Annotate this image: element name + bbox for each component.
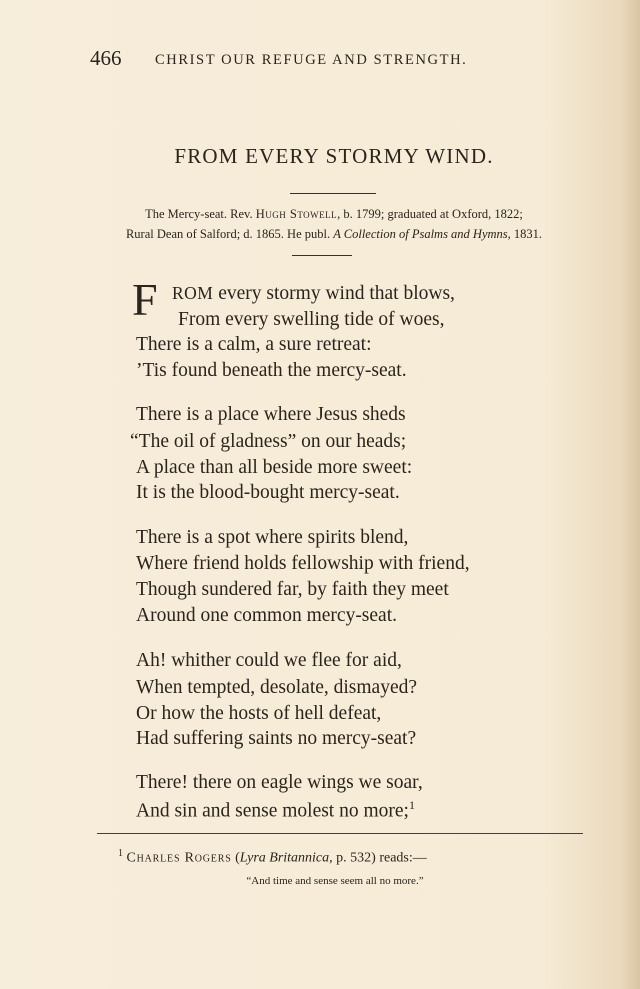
footnote-author: Charles Rogers [126, 850, 232, 866]
verse-line: There! there on eagle wings we soar, [136, 772, 423, 793]
footnote: $^1$ Charles Rogers (Lyra Britannica, p. 532) reads:— [118, 848, 427, 866]
verse-line: There is a place where Jesus sheds [136, 404, 406, 425]
footnote-rule [97, 833, 583, 834]
hymn-title: FROM EVERY STORMY WIND. [174, 144, 494, 168]
info-rule [292, 255, 352, 256]
verse-line: Ah! whither could we flee for aid, [136, 650, 402, 671]
verse-line: From every swelling tide of woes, [178, 309, 445, 330]
verse-line: There is a calm, a sure retreat: [136, 334, 372, 355]
verse-line: Or how the hosts of hell defeat, [136, 703, 382, 724]
book-title: A Collection of Psalms and Hymns [333, 227, 508, 241]
verse-line: Though sundered far, by faith they meet [136, 579, 449, 600]
verse-line: When tempted, desolate, dismayed? [136, 677, 418, 698]
footnote-book: Lyra Britannica [239, 850, 330, 866]
footnote-quote: “And time and sense seem all no more.” [246, 875, 424, 887]
verse-line: Where friend holds fellowship with friend, [136, 553, 470, 574]
verse-line: A place than all beside more sweet: [136, 457, 413, 478]
page-number: 466 [90, 46, 122, 70]
drop-cap: F [132, 274, 158, 325]
verse-line-last: And sin and sense molest no more;$^1$ [136, 798, 415, 822]
hymn-info-line-2: Rural Dean of Salford; d. 1865. He publ. A Collection of Psalms and Hymns, 1831. [125, 227, 543, 241]
running-title: CHRIST OUR REFUGE AND STRENGTH. [155, 52, 468, 68]
verse-line: Had suffering saints no mercy-seat? [136, 728, 417, 749]
author-name: Hugh Stowell [255, 207, 338, 221]
verse-line: Around one common mercy-seat. [136, 605, 398, 626]
title-rule [290, 193, 376, 194]
hymn-info-line-1: The Mercy-seat. Rev. Hugh Stowell, b. 1799; graduated at Oxford, 1822; [145, 207, 523, 221]
footnote-ref: 1 [408, 798, 415, 812]
first-word-rest: ROM [172, 283, 214, 303]
verse-line: There is a spot where spirits blend, [136, 527, 409, 548]
verse-line: “The oil of gladness” on our heads; [130, 431, 407, 452]
verse-line: ’Tis found beneath the mercy-seat. [136, 360, 407, 381]
verse-line-1: ROM every stormy wind that blows, [172, 283, 455, 304]
verse-line: It is the blood-bought mercy-seat. [136, 482, 400, 503]
